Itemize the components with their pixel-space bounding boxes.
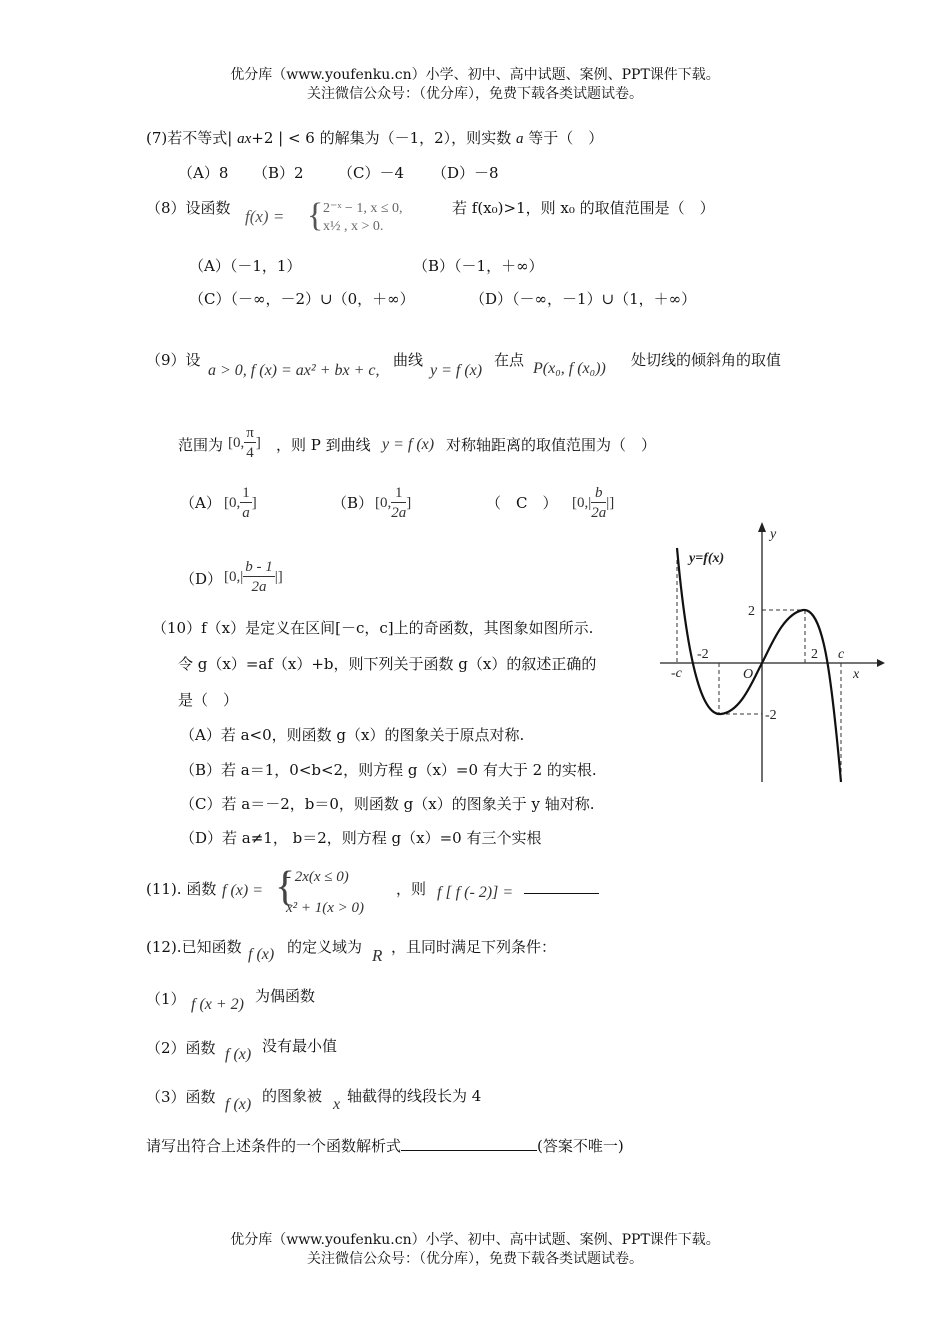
- q10-line-3: 是（ ）: [178, 691, 239, 709]
- q12-cond-3-x: x: [333, 1096, 341, 1113]
- q9-option-a-label: （A）: [180, 494, 221, 512]
- q10-graph: [655, 520, 885, 790]
- q12-lead: 已知函数: [181, 938, 242, 956]
- q11-brace: {: [275, 864, 296, 910]
- tick-neg-c: -c: [671, 666, 682, 681]
- footer-line-1: 优分库（www.youfenku.cn）小学、初中、高中试题、案例、PPT课件下载。: [230, 1232, 720, 1248]
- q8-function-fragment: [243, 196, 453, 234]
- question-7: [146, 127, 603, 148]
- q12-cond-1-text: 为偶函数: [255, 987, 316, 1005]
- q8-lead: 设函数: [185, 199, 231, 217]
- q9-point: P(x₀, f (x₀)): [533, 360, 606, 377]
- q12-answer-blank[interactable]: [401, 1150, 537, 1151]
- q9-opt-b-open: [0,: [375, 494, 392, 511]
- q11-lead: 函数: [186, 880, 217, 898]
- q12-domain-text: 的定义域为: [287, 938, 363, 956]
- q12-cond-3-num: （3）函数: [146, 1088, 216, 1106]
- x-axis-label: x: [853, 667, 860, 682]
- y-axis-label: y: [770, 527, 777, 542]
- q11-ask: f [ f (- 2)] =: [437, 884, 514, 901]
- q9-number: （9）: [146, 351, 186, 369]
- q7-expr: ax: [237, 131, 252, 147]
- q9-opt-d-den: 2a: [251, 579, 267, 595]
- q9-option-d-label: （D）: [180, 570, 223, 588]
- q12-number: (12).: [146, 938, 182, 956]
- q9-option-d-math: [224, 558, 283, 597]
- q9-line2-a: 范围为: [178, 436, 224, 454]
- q10-line-1: （10）f（x）是定义在区间[－c，c]上的奇函数，其图象如图所示.: [152, 619, 594, 637]
- q9-line2-b: ，则 P 到曲线: [276, 436, 371, 454]
- q7-number: (7): [146, 129, 168, 147]
- q12-cond-2-math: f (x): [225, 1046, 252, 1063]
- q8-brace: {: [307, 197, 324, 234]
- q12-ask: [146, 1135, 624, 1156]
- q11-piece-1: - 2x(x ≤ 0): [286, 869, 349, 885]
- q8-function-image: [243, 196, 453, 236]
- footer-line-2: 关注微信公众号：（优分库），免费下载各类试题试卷。: [307, 1251, 643, 1267]
- q9-opt-c-num: b: [591, 484, 606, 503]
- q9-option-c-math: [572, 484, 614, 523]
- q12-ask-b: (答案不唯一): [537, 1137, 624, 1155]
- q9-opt-d-open: [0,|: [224, 568, 244, 585]
- q11-fx: f (x) =: [222, 882, 263, 899]
- tick-y-2: 2: [748, 604, 755, 619]
- q12-domain: R: [372, 946, 383, 965]
- q9-range-close: ]: [255, 434, 261, 451]
- q8-option-a: （A）（－1，1）: [189, 257, 302, 275]
- q8-piece-1: 2⁻ˣ − 1, x ≤ 0,: [323, 201, 403, 216]
- origin-label: O: [743, 667, 754, 682]
- q9-range-den: 4: [246, 445, 254, 461]
- q10-option-d: （D）若 a≠1， b＝2，则方程 g（x）=0 有三个实根: [180, 829, 542, 847]
- tick-c: c: [838, 647, 845, 662]
- q11-number: (11).: [146, 880, 182, 898]
- q7-option-a: （A）8: [178, 164, 229, 182]
- q7-option-b: （B）2: [253, 164, 304, 182]
- curve-f: [677, 548, 841, 782]
- q9-opt-a-close: ]: [251, 494, 257, 511]
- tick-y-neg-2: -2: [765, 708, 777, 723]
- q7-option-d: （D）－8: [432, 164, 499, 182]
- q12-cond-1-num: （1）: [146, 990, 186, 1008]
- q9-lead: 设: [185, 351, 201, 369]
- q12-cond-3-text-b: 轴截得的线段长为 4: [347, 1087, 482, 1105]
- q9-range-open: [0,: [228, 434, 245, 451]
- q9-curve-label: 曲线: [393, 351, 424, 369]
- q9-option-c-label: （ C ）: [486, 494, 558, 512]
- header-line-1: 优分库（www.youfenku.cn）小学、初中、高中试题、案例、PPT课件下载。: [230, 67, 720, 83]
- q12-number-lead: [146, 936, 242, 957]
- q9-opt-a-open: [0,: [224, 494, 241, 511]
- q12-fx: f (x): [248, 946, 275, 963]
- q7-text-c: 等于（ ）: [523, 129, 604, 147]
- q9-line2-c: 对称轴距离的取值范围为（ ）: [446, 436, 657, 454]
- q11-number-lead: [146, 878, 216, 899]
- q12-cond-3-math: f (x): [225, 1096, 252, 1113]
- q12-tail: ，且同时满足下列条件：: [391, 938, 557, 956]
- q9-opt-d-close: |]: [274, 568, 283, 585]
- q9-number-lead: [146, 349, 201, 370]
- q8-fx-text: f(x) =: [245, 207, 285, 226]
- y-axis-arrow: [758, 522, 766, 532]
- header-line-2: 关注微信公众号：（优分库），免费下载各类试题试卷。: [307, 86, 643, 102]
- q8-option-b: （B）（－1，＋∞）: [413, 257, 544, 275]
- q8-number-lead: [146, 197, 231, 218]
- q12-cond-2-text: 没有最小值: [262, 1037, 338, 1055]
- q9-opt-c-close: |]: [606, 494, 615, 511]
- q7-option-c: （C）－4: [338, 164, 405, 182]
- q10-option-a: （A）若 a<0，则函数 g（x）的图象关于原点对称.: [180, 726, 525, 744]
- q9-at-point: 在点: [494, 351, 525, 369]
- q12-cond-1-math: f (x + 2): [191, 996, 244, 1013]
- q12-cond-2-num: （2）函数: [146, 1039, 216, 1057]
- q9-option-b-math: [375, 484, 411, 523]
- q8-option-d: （D）（－∞，－1）∪（1，＋∞）: [470, 290, 697, 308]
- q11-piece-2: x² + 1(x > 0): [286, 900, 365, 916]
- q10-option-b: （B）若 a＝1，0<b<2，则方程 g（x）=0 有大于 2 的实根.: [180, 761, 597, 779]
- q7-text-b: +2 | < 6 的解集为（－1，2），则实数: [251, 129, 516, 147]
- q9-range-num: π: [246, 425, 254, 441]
- q7-var: a: [515, 131, 524, 147]
- q9-tail: 处切线的倾斜角的取值: [631, 351, 782, 369]
- q9-opt-d-num: b - 1: [245, 559, 273, 575]
- q8-piece-2: x½ , x > 0.: [323, 219, 384, 234]
- q12-ask-a: 请写出符合上述条件的一个函数解析式: [146, 1137, 402, 1155]
- q9-curve: y = f (x): [430, 362, 483, 379]
- q9-opt-a-den: a: [242, 505, 250, 521]
- q10-option-c: （C）若 a＝－2，b＝0，则函数 g（x）的图象关于 y 轴对称.: [180, 795, 595, 813]
- q10-line-2: 令 g（x）=af（x）+b，则下列关于函数 g（x）的叙述正确的: [178, 655, 597, 673]
- q9-opt-b-den: 2a: [391, 505, 407, 521]
- q12-cond-3-text-a: 的图象被: [262, 1087, 323, 1105]
- q9-opt-c-open: [0,|: [572, 494, 592, 511]
- q9-given: a > 0, f (x) = ax² + bx + c,: [208, 362, 380, 379]
- q8-condition: 若 f(x₀)>1，则 x₀ 的取值范围是（ ）: [452, 199, 715, 217]
- q9-opt-c-den: 2a: [591, 505, 607, 521]
- tick-x-neg-2: -2: [697, 647, 709, 662]
- q11-then: ，则: [396, 880, 427, 898]
- q9-opt-b-close: ]: [406, 494, 412, 511]
- q8-option-c: （C）（－∞，－2）∪（0，＋∞）: [189, 290, 415, 308]
- q8-number: （8）: [146, 199, 186, 217]
- q11-answer-blank[interactable]: [524, 893, 599, 894]
- q9-option-a-math: [224, 484, 257, 523]
- tick-x-2: 2: [811, 647, 818, 662]
- q9-opt-b-num: 1: [391, 484, 406, 503]
- q7-text-a: 若不等式|: [167, 129, 238, 147]
- q9-curve-2: y = f (x): [382, 436, 435, 453]
- q9-opt-a-num: 1: [242, 485, 250, 501]
- func-label: y=f(x): [689, 551, 725, 566]
- q9-range: [228, 424, 261, 463]
- q9-option-b-label: （B）: [332, 494, 374, 512]
- x-axis-arrow: [877, 659, 885, 667]
